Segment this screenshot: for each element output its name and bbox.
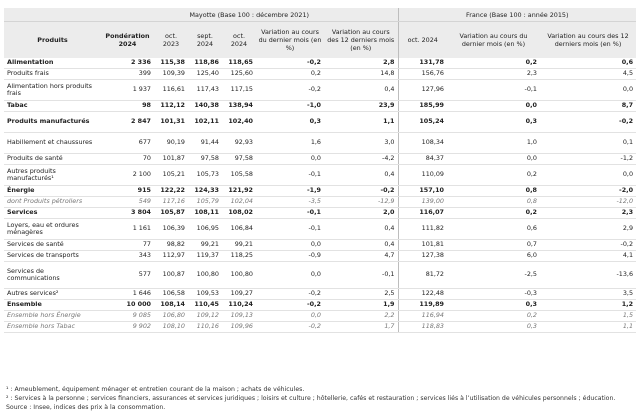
month-variation-cell: -0,1 [256, 208, 324, 219]
table-row [4, 289, 636, 300]
month-variation-cell: 0,3 [256, 112, 324, 133]
row-label: Autres produits manufacturés¹ [4, 165, 101, 186]
oct-2023-cell: 108,14 [154, 300, 188, 311]
year-variation-cell: -0,2 [324, 186, 398, 197]
sept-2024-cell: 125,40 [188, 69, 222, 80]
month-variation-cell: -0,1 [256, 165, 324, 186]
row-label: Services de santé [4, 240, 101, 251]
weight-cell: 3 804 [101, 208, 154, 219]
oct-2023-cell: 101,87 [154, 154, 188, 165]
year-variation-cell: -4,2 [324, 154, 398, 165]
france-oct-2024-cell: 127,38 [398, 251, 447, 262]
sept-2024-cell: 108,11 [188, 208, 222, 219]
weight-cell: 77 [101, 240, 154, 251]
year-variation-cell: 2,5 [324, 289, 398, 300]
france-group-header: France (Base 100 : année 2015) [398, 8, 636, 22]
weight-cell: 2 336 [101, 58, 154, 69]
france-year-variation-cell: -13,6 [540, 262, 636, 289]
month-variation-cell: 1,6 [256, 133, 324, 154]
sept-2024-cell: 110,16 [188, 322, 222, 333]
france-oct-2024-cell: 84,37 [398, 154, 447, 165]
year-variation-cell: 1,9 [324, 300, 398, 311]
year-variation-cell: 0,4 [324, 240, 398, 251]
sept-2024-cell: 109,12 [188, 311, 222, 322]
month-variation-cell: 0,0 [256, 240, 324, 251]
france-year-variation-cell: 0,6 [540, 58, 636, 69]
footnotes [6, 385, 615, 412]
sept-2024-cell: 109,53 [188, 289, 222, 300]
table-row [4, 165, 636, 186]
oct-2024-cell: 109,96 [222, 322, 256, 333]
year-variation-cell: -12,9 [324, 197, 398, 208]
france-oct-2024-cell: 118,83 [398, 322, 447, 333]
oct-2023-cell: 106,58 [154, 289, 188, 300]
year-variation-cell: 4,7 [324, 251, 398, 262]
table-row [4, 262, 636, 289]
footnote-2: ² : Services à la personne ; services financiers, assurances et services juridiques ; loisirs et culture ; hôtellerie, cafés et restauration ; services liés à l’utilisation de véhicules personnels ; éducation. [6, 395, 616, 402]
sept-2024-cell: 91,44 [188, 133, 222, 154]
row-label: Services [4, 208, 101, 219]
table-row [4, 311, 636, 322]
month-variation-cell: -0,2 [256, 322, 324, 333]
france-year-variation-cell: -0,2 [540, 112, 636, 133]
oct-2023-cell: 90,19 [154, 133, 188, 154]
france-year-variation-cell: -12,0 [540, 197, 636, 208]
year-variation-cell: 0,4 [324, 219, 398, 240]
oct-2023-cell: 98,82 [154, 240, 188, 251]
france-oct-2024-cell: 127,96 [398, 80, 447, 101]
france-oct-2024-cell: 157,10 [398, 186, 447, 197]
row-label: Autres services² [4, 289, 101, 300]
sept-2024-cell: 100,80 [188, 262, 222, 289]
month-variation-cell: -3,5 [256, 197, 324, 208]
france-month-variation-cell: 1,0 [447, 133, 540, 154]
source-note: Source : Insee, indices des prix à la consommation. [6, 404, 166, 411]
france-year-variation-column-header: Variation au cours des 12 derniers mois (en %) [540, 22, 636, 59]
oct-2024-cell: 97,58 [222, 154, 256, 165]
weight-cell: 1 937 [101, 80, 154, 101]
oct-2024-cell: 109,13 [222, 311, 256, 322]
month-variation-cell: -0,9 [256, 251, 324, 262]
france-oct-2024-cell: 108,34 [398, 133, 447, 154]
oct-2023-cell: 109,39 [154, 69, 188, 80]
france-year-variation-cell: 0,0 [540, 80, 636, 101]
month-variation-cell: -0,2 [256, 300, 324, 311]
oct-2023-cell: 116,61 [154, 80, 188, 101]
month-variation-cell: -0,2 [256, 289, 324, 300]
weight-cell: 577 [101, 262, 154, 289]
mayotte-group-header: Mayotte (Base 100 : décembre 2021) [101, 8, 398, 22]
france-oct-2024-cell: 111,82 [398, 219, 447, 240]
oct-2024-cell: 100,80 [222, 262, 256, 289]
france-oct-2024-cell: 185,99 [398, 101, 447, 112]
oct-2024-cell: 99,21 [222, 240, 256, 251]
oct-2024-cell: 105,58 [222, 165, 256, 186]
products-column-header: Produits [4, 22, 101, 59]
table-row [4, 219, 636, 240]
sept-2024-cell: 119,37 [188, 251, 222, 262]
oct-2023-cell: 117,16 [154, 197, 188, 208]
oct-2024-cell: 106,84 [222, 219, 256, 240]
france-oct-2024-column-header: oct. 2024 [398, 22, 447, 59]
france-month-variation-cell: 0,2 [447, 165, 540, 186]
weight-cell: 399 [101, 69, 154, 80]
oct-2024-cell: 108,02 [222, 208, 256, 219]
table-body [4, 58, 636, 333]
year-variation-cell: 2,8 [324, 58, 398, 69]
weight-cell: 70 [101, 154, 154, 165]
france-month-variation-cell: 0,2 [447, 311, 540, 322]
header-blank [4, 8, 101, 22]
oct-2024-cell: 118,25 [222, 251, 256, 262]
oct-2024-cell: 125,60 [222, 69, 256, 80]
row-label: Tabac [4, 101, 101, 112]
france-year-variation-cell: 0,1 [540, 133, 636, 154]
row-label: Loyers, eau et ordures ménagères [4, 219, 101, 240]
france-oct-2024-cell: 116,07 [398, 208, 447, 219]
oct-2023-cell: 106,80 [154, 311, 188, 322]
oct-2023-cell: 112,12 [154, 101, 188, 112]
month-variation-cell: 0,0 [256, 154, 324, 165]
year-variation-cell: 0,4 [324, 165, 398, 186]
weight-cell: 98 [101, 101, 154, 112]
france-oct-2024-cell: 116,94 [398, 311, 447, 322]
month-variation-cell: -0,1 [256, 219, 324, 240]
row-label: Énergie [4, 186, 101, 197]
oct-2024-cell: 117,15 [222, 80, 256, 101]
oct-2023-cell: 112,97 [154, 251, 188, 262]
row-label: Ensemble hors Tabac [4, 322, 101, 333]
oct-2023-cell: 115,38 [154, 58, 188, 69]
sept-2024-cell: 110,45 [188, 300, 222, 311]
year-variation-cell: 2,0 [324, 208, 398, 219]
table-row [4, 112, 636, 133]
weight-cell: 2 100 [101, 165, 154, 186]
sept-2024-cell: 140,38 [188, 101, 222, 112]
year-variation-cell: 3,0 [324, 133, 398, 154]
france-month-variation-cell: 2,3 [447, 69, 540, 80]
weight-cell: 549 [101, 197, 154, 208]
france-oct-2024-cell: 122,48 [398, 289, 447, 300]
france-oct-2024-cell: 156,76 [398, 69, 447, 80]
france-year-variation-cell: 1,1 [540, 322, 636, 333]
year-variation-cell: 1,7 [324, 322, 398, 333]
france-oct-2024-cell: 119,89 [398, 300, 447, 311]
oct-2023-cell: 108,10 [154, 322, 188, 333]
row-label: Habillement et chaussures [4, 133, 101, 154]
france-month-variation-cell: 0,8 [447, 186, 540, 197]
france-oct-2024-cell: 105,24 [398, 112, 447, 133]
sept-2024-cell: 97,58 [188, 154, 222, 165]
weight-cell: 915 [101, 186, 154, 197]
table-row [4, 251, 636, 262]
month-variation-cell: -1,0 [256, 101, 324, 112]
france-month-variation-cell: 0,3 [447, 300, 540, 311]
oct-2024-cell: 92,93 [222, 133, 256, 154]
oct-2023-cell: 105,21 [154, 165, 188, 186]
france-month-variation-column-header: Variation au cours du dernier mois (en %) [447, 22, 540, 59]
france-month-variation-cell: 6,0 [447, 251, 540, 262]
row-label: Services de communications [4, 262, 101, 289]
year-variation-cell: 23,9 [324, 101, 398, 112]
sept-2024-cell: 105,79 [188, 197, 222, 208]
oct-2024-cell: 102,40 [222, 112, 256, 133]
month-variation-cell: 0,2 [256, 69, 324, 80]
row-label: Ensemble [4, 300, 101, 311]
table-row [4, 133, 636, 154]
row-label: Alimentation hors produits frais [4, 80, 101, 101]
oct-2023-column-header: oct. 2023 [154, 22, 188, 59]
france-year-variation-cell: 1,5 [540, 311, 636, 322]
france-month-variation-cell: 0,6 [447, 219, 540, 240]
oct-2023-cell: 100,87 [154, 262, 188, 289]
sept-2024-cell: 99,21 [188, 240, 222, 251]
france-oct-2024-cell: 81,72 [398, 262, 447, 289]
row-label: Produits manufacturés [4, 112, 101, 133]
weight-cell: 677 [101, 133, 154, 154]
france-month-variation-cell: 0,0 [447, 154, 540, 165]
oct-2024-cell: 121,92 [222, 186, 256, 197]
france-month-variation-cell: 0,0 [447, 101, 540, 112]
table-row [4, 322, 636, 333]
weight-cell: 9 902 [101, 322, 154, 333]
weight-column-header: Pondération 2024 [101, 22, 154, 59]
table-row [4, 69, 636, 80]
oct-2023-cell: 105,87 [154, 208, 188, 219]
month-variation-column-header: Variation au cours du dernier mois (en %) [256, 22, 324, 59]
sept-2024-cell: 102,11 [188, 112, 222, 133]
france-month-variation-cell: 0,7 [447, 240, 540, 251]
row-label: dont Produits pétroliers [4, 197, 101, 208]
sept-2024-cell: 117,43 [188, 80, 222, 101]
oct-2023-cell: 101,31 [154, 112, 188, 133]
oct-2024-cell: 118,65 [222, 58, 256, 69]
table-row [4, 58, 636, 69]
column-header-row [4, 22, 636, 59]
month-variation-cell: -0,2 [256, 80, 324, 101]
france-year-variation-cell: 1,2 [540, 300, 636, 311]
france-month-variation-cell: 0,3 [447, 112, 540, 133]
row-label: Ensemble hors Énergie [4, 311, 101, 322]
oct-2024-cell: 109,27 [222, 289, 256, 300]
row-label: Produits de santé [4, 154, 101, 165]
weight-cell: 10 000 [101, 300, 154, 311]
year-variation-cell: 14,8 [324, 69, 398, 80]
oct-2023-cell: 106,39 [154, 219, 188, 240]
month-variation-cell: 0,0 [256, 311, 324, 322]
france-month-variation-cell: 0,2 [447, 58, 540, 69]
table-row [4, 154, 636, 165]
year-variation-cell: 2,2 [324, 311, 398, 322]
oct-2024-cell: 110,24 [222, 300, 256, 311]
france-month-variation-cell: 0,2 [447, 208, 540, 219]
year-variation-column-header: Variation au cours des 12 derniers mois (en %) [324, 22, 398, 59]
oct-2024-cell: 138,94 [222, 101, 256, 112]
france-year-variation-cell: 0,0 [540, 165, 636, 186]
footnote-1: ¹ : Ameublement, équipement ménager et entretien courant de la maison ; achats de véhicules. [6, 386, 305, 393]
france-year-variation-cell: 3,5 [540, 289, 636, 300]
oct-2023-cell: 122,22 [154, 186, 188, 197]
france-oct-2024-cell: 131,78 [398, 58, 447, 69]
sept-2024-column-header: sept. 2024 [188, 22, 222, 59]
france-oct-2024-cell: 139,00 [398, 197, 447, 208]
france-oct-2024-cell: 101,81 [398, 240, 447, 251]
oct-2024-cell: 102,04 [222, 197, 256, 208]
sept-2024-cell: 106,95 [188, 219, 222, 240]
row-label: Alimentation [4, 58, 101, 69]
month-variation-cell: -1,9 [256, 186, 324, 197]
france-year-variation-cell: -1,2 [540, 154, 636, 165]
france-year-variation-cell: 2,9 [540, 219, 636, 240]
table-row [4, 208, 636, 219]
weight-cell: 1 646 [101, 289, 154, 300]
sept-2024-cell: 118,86 [188, 58, 222, 69]
table-row [4, 300, 636, 311]
month-variation-cell: 0,0 [256, 262, 324, 289]
france-month-variation-cell: -0,3 [447, 289, 540, 300]
france-year-variation-cell: 4,5 [540, 69, 636, 80]
month-variation-cell: -0,2 [256, 58, 324, 69]
weight-cell: 343 [101, 251, 154, 262]
sept-2024-cell: 105,73 [188, 165, 222, 186]
france-month-variation-cell: 0,8 [447, 197, 540, 208]
table-row [4, 80, 636, 101]
weight-cell: 9 085 [101, 311, 154, 322]
france-year-variation-cell: 2,3 [540, 208, 636, 219]
france-oct-2024-cell: 110,09 [398, 165, 447, 186]
table-row [4, 240, 636, 251]
row-label: Produits frais [4, 69, 101, 80]
france-month-variation-cell: 0,3 [447, 322, 540, 333]
sept-2024-cell: 124,33 [188, 186, 222, 197]
table-row [4, 197, 636, 208]
row-label: Services de transports [4, 251, 101, 262]
france-year-variation-cell: 8,7 [540, 101, 636, 112]
table-row [4, 186, 636, 197]
year-variation-cell: 1,1 [324, 112, 398, 133]
france-month-variation-cell: -0,1 [447, 80, 540, 101]
france-year-variation-cell: -0,2 [540, 240, 636, 251]
oct-2024-column-header: oct. 2024 [222, 22, 256, 59]
weight-cell: 1 161 [101, 219, 154, 240]
france-year-variation-cell: 4,1 [540, 251, 636, 262]
price-index-table [4, 8, 636, 333]
france-month-variation-cell: -2,5 [447, 262, 540, 289]
weight-cell: 2 847 [101, 112, 154, 133]
year-variation-cell: -0,1 [324, 262, 398, 289]
france-year-variation-cell: -2,0 [540, 186, 636, 197]
year-variation-cell: 0,4 [324, 80, 398, 101]
group-header-row [4, 8, 636, 22]
table-row [4, 101, 636, 112]
